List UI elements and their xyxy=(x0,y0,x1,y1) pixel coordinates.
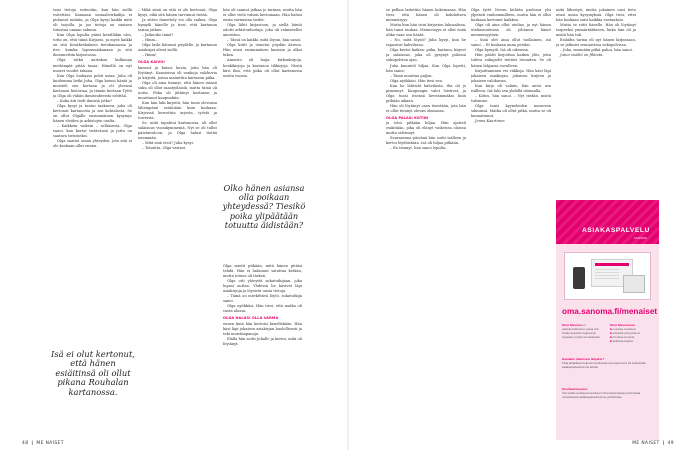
magazine-name: ME NAISET xyxy=(36,441,64,446)
paragraph: Hän päätti kirjoittaa kaiken ylös, jotta tuleva sukupolvi tietäisi totuuden. Se oli hänen lahjansa suvulleen. xyxy=(471,53,551,68)
ad-address-section xyxy=(562,388,652,400)
paragraph: – Mikä siinä on että ei ole kertonut, Olga kysyi, eikä sitä hänen tarvinnut tietää. xyxy=(138,8,217,18)
paragraph: hän oli saanut jatkaa jo tarinaa, mutta hän ei ollut vielä valmis kertomaan. Hän halusi ensin varmistaa tiedot. xyxy=(223,8,302,23)
paragraph: – Sinä olet aina ollut tuollainen, isä sanoi. – Et koskaan anna periksi. xyxy=(471,38,551,48)
ad-column-a xyxy=(562,324,606,340)
paragraph: Ja sitten ihmettely voi olla vaikea. Olga hymyili hänelle ja tiesi, että kartanon tarina jatkuu. xyxy=(138,18,217,33)
article-column-3-lower xyxy=(223,264,302,446)
ad-bullet: ■ tarkistaa laskusi xyxy=(610,338,634,343)
ad-section-heading: Haluatko tilauksesi lahjaksi? xyxy=(562,357,605,361)
paragraph: – Jatkuuko tämä? xyxy=(142,33,174,38)
paragraph: – Tämä on merkittävä löytö, sukututkija sanoi. xyxy=(223,294,302,304)
paragraph: Olga nyökkäsi. Hän tiesi, että matka oli vasta alussa. xyxy=(223,304,302,314)
pull-quote: Olko hänen asiansa olla poikaan yhteydessä? Tiesikö poika ylipäätään totuutta äidistään? xyxy=(222,183,306,230)
paragraph: Olga lähti kirjastoon, ja siellä häntä odotti arkistonhoitaja, joka oli valmistellut aineiston. xyxy=(223,23,302,38)
article-column-5 xyxy=(471,8,551,444)
paragraph: Olga kysyi ja tuntui taakseen, juha oli kertonut kartanosta ja sen kohtalosta. Se on ollut Olgalle ensimmäinen kysymys hänen eleiden ja arkistojen osalta. xyxy=(53,103,132,124)
paragraph: – Kaikkein vaikein – sellaisesta, Olga sanoi, kun kertoi tietävänsä ja juttu on saatava tietoiseksi. xyxy=(53,124,132,139)
paragraph: taisi tietoja esiteoitin, kun hän siellä esitettäsi. Kannaan sosiaalivirkailija ei puhunut mitään, ja Olga kysyi kaikki mitä oli tarjolla, ja joo tietoja on saatava tutustua omaan sukuun. xyxy=(53,8,132,33)
ad-bullet: ■ päivittää yhteystietosi xyxy=(610,330,641,335)
paragraph: Aineisto oli laaja: kirkonkirjoja, henkikirjoja ja kartanon tilikirjoja. Niistä kävi ilmi, että piika oli ollut kartanossa useita vuosia. xyxy=(223,58,302,78)
paragraph: Olga mietti pitkään, mitä hänen pitäisi tehdä. Hän ei halunnut satuttaa ketään, mutta totuus oli tärkeä. xyxy=(223,264,302,279)
paragraph: ja istui pitkään hiljaa. Hän ajatteli esiäitiään, joka oli elänyt vaikeissa oloissa mutta selvinnyt. xyxy=(386,121,466,136)
paragraph: Hän oli löytänyt osan itsestään, jota hän ei ollut tiennyt olevan olemassa. xyxy=(386,103,466,113)
paragraph: – Mitä sinä etsit? Juha kysyi. xyxy=(142,141,194,146)
pull-quote: Isä ei olut kertonut, että hänen esiäitinsä oli ollut pikana Rouhalan kartanossa. xyxy=(51,349,135,397)
disclaimer: Jutun sisältö on fiktiota. xyxy=(560,53,604,58)
article-column-1 xyxy=(53,8,132,340)
section-lead-in: OLGA HALUSI OLLA VARMA xyxy=(223,316,279,321)
paragraph: – Hmm... xyxy=(142,38,159,43)
ad-column-text: on palveluverkkosivu, jossa voit hoitaa asiointisi helposti ja nopeasti ympäri vuorokauden. xyxy=(562,323,601,339)
paragraph: Kun Olga luokassa pohti asiaa, Juha oli kuulemma hetki Juha, Olga kutsui häntä ja muisteli sen kertaan ja eli yleensä kartanon historiaa, ja tämän kertaan Tyttö ja Olga oli vähän ihmissuhteista selittää. xyxy=(53,73,132,98)
paragraph: Olga saattoi oman yhteyden, jota sitä ei ole koskaan ollut ennen. xyxy=(53,139,132,149)
paragraph: Esiäidin tarina eli nyt hänen kirjassaan, ja se jatkuisi seuraavissa sukupolvissa. xyxy=(556,38,636,48)
paragraph: – Tässä on kaikki, mitä löysin, hän sanoi. xyxy=(227,38,302,43)
paragraph: – Hmm! xyxy=(142,53,157,58)
paragraph: – No, mitä löysit? Juha kysyi, kun he tapasivat kahvilassa. xyxy=(386,38,466,48)
paragraph: Kun he lähtivät kahvilasta, ilta oli jo pimennyt. Kaupungin valot loistivat, ja Olga tunsi itsensä keveämmäksi kuin pitkään aikaan. xyxy=(386,83,466,103)
paragraph: – Tämä muuttaa paljon. xyxy=(390,73,433,78)
page-number: 48 xyxy=(22,441,29,446)
paragraph: Olga otti yhteyttä sukututkijaan, joka lupasi auttaa. Yhdessä he kävivät läpi asiakirjoja ja löysivät uusia tietoja. xyxy=(223,279,302,294)
paragraph: Olga oli aina tiennyt, että hänen isänsä suku oli ollut maatyöläisiä, mutta tämä oli uutta. Piika oli jättänyt kartanon ja muuttanut kaupunkiin. xyxy=(138,80,217,100)
ad-gift-section xyxy=(562,358,652,370)
paragraph: – En tiennyt, hän sanoi lopulta. xyxy=(390,146,447,151)
paragraph: Kirjoittaminen vei viikkoja. Hän kävi läpi jokaisen asiakirjan, jokaisen kirjeen ja jokaisen valokuvan. xyxy=(471,68,551,83)
article-column-3 xyxy=(223,8,302,166)
article-column-4 xyxy=(386,8,466,444)
article-column-2 xyxy=(138,8,217,444)
ad-brand: SANOMA xyxy=(634,237,648,240)
paragraph: Olga tyttö Nevan hiihtän prolessa ylsi ylpeästi vanhemmilleen, mutta hän ei ollut koskaan kertonut kaikkea. xyxy=(471,8,551,23)
paragraph: Mutta kun hän istui kirjaston lukusalissa, hän tunsi rauhaa. Menneisyys ei ollut enää uhka vaan osa häntä. xyxy=(386,23,466,38)
ad-section-text: Tilaa lahjatilaus helposti osoitteesta oma.sanoma.fi tai soittamalla asiakaspalveluumme arkisin. xyxy=(562,360,646,369)
tablet-image xyxy=(623,275,645,293)
section-lead-in: OLGA PALASI KOTIIN xyxy=(386,115,429,120)
ad-title: ASIAKASPALVELU xyxy=(582,227,650,234)
paragraph: – Totuutta, Olga vastasi. xyxy=(142,146,187,151)
paragraph: Olga tunsi kyyneleiden nousevan silmiinsä. Matka oli ollut pitkä, mutta se oli kannattanut. xyxy=(471,103,551,118)
paragraph: Kun kirja oli valmis, hän antoi sen isälleen. Isä luki sen yhdellä istumalla. xyxy=(471,83,551,93)
paragraph: kansiot ja katsoi kuvia, joita hän oli löytänyt. Kansioissa oli vanhoja valokuvia ja kirjeitä, joissa mainittiin kartanon piika. xyxy=(138,65,217,80)
paragraph: Seuraavana päivänä hän soitti isälleen ja kertoi löydöistään. Isä oli hiljaa pitkään. xyxy=(386,136,466,146)
paragraph: Olga laski kätensä pöydälle, ja kartanon asiakirjat olivat siellä. xyxy=(138,43,217,53)
paragraph: – Kuka äiti tiedi ihmisiä jotka? xyxy=(57,98,112,103)
paragraph: Olga hymyili. Isä oli oikeassa. xyxy=(475,48,530,53)
ad-column-b xyxy=(610,324,654,344)
article-column-6 xyxy=(556,8,636,189)
paragraph: Olga nyökkäsi. Hän tiesi sen. xyxy=(390,78,443,83)
ad-devices-image xyxy=(564,252,651,300)
paragraph: – Kiitos, hän sanoi. – Nyt tiedän, mistä tulemme. xyxy=(471,93,551,103)
author-signature: Jenna Kaartinen xyxy=(475,119,505,124)
ad-bullet: ■ muuttaa osoitteesi xyxy=(610,326,637,331)
ad-section-text: Voit tehdä osoitteenmuutoksen Oma Sanomassa tai ilmoittaa muutoksesta asiakaspalveluumme puhelimitse. xyxy=(562,390,641,399)
paragraph: Kun Olga lopulta pääsi kesälläkin ulos, totta on, että tämä Kirjasto, ja myös kaikki on sitä Kesäkeskuksen tietokannassa ja itse, kuinka lapsuusaikanaan ja sitä ilmennettiin kirjastossa. xyxy=(53,33,132,58)
paragraph: Olga kertoi kaiken: piika, kartano, kirjeet ja salaisuus, joka oli pysynyt piilossa sukupolvien ajan. xyxy=(386,48,466,63)
folio-right: ME NAISET | 49 xyxy=(632,441,674,446)
paragraph: niitä lähestyä, mutta jokainen uusi tieto avasi uusia kysymyksiä. Olga tiesi, ettei hän koskaan saisi kaikkia vastauksia. xyxy=(556,8,636,23)
paragraph: Olga kiitti ja istuutui pöydän ääreen. Hän avasi ensimmäisen kansion ja alkoi lukea. xyxy=(223,43,302,58)
paragraph: Se, mitä tapahtui kartanossa, oli ollut salaisuus vuosikymmeniä. Nyt se oli tullut päivänvaloon, ja Olga halusi tietää enemmän. xyxy=(138,121,217,141)
paragraph: Juha kuunteli hiljaa. Kun Olga lopetti, hän sanoi: xyxy=(386,63,466,73)
paragraph: ennen kuin hän kertoisi kenellekään. Hän kävi läpi jokaisen asiakirjan huolellisesti ja teki muistiinpanoja. xyxy=(223,321,302,336)
page-number: 49 xyxy=(667,441,674,446)
paragraph: se pelkoa laitettiin hänen kokemansa. Hän tiesi, että hänen oli kohdattava menneisyys. xyxy=(386,8,466,23)
folio-left: 48 | ME NAISET xyxy=(22,441,64,446)
customer-service-ad[interactable] xyxy=(556,200,659,440)
ad-url-link[interactable]: oma.sanoma.fi/menaiset xyxy=(562,307,658,316)
paragraph: Olga tutkii aurinkon kulkunaa mettämpiä pitää tasaa. Hänellä on nyt nuoret vuodet takana. xyxy=(53,58,132,73)
ad-bullet: ■ ilmoittaa lomasta xyxy=(610,334,635,339)
magazine-name: ME NAISET xyxy=(632,441,660,446)
phone-image xyxy=(573,267,585,289)
section-lead-in: OLGA KAIVOI xyxy=(138,60,165,65)
ad-column-heading: Oma Sanomassa xyxy=(610,323,635,327)
paragraph: Mutta se riitti hänelle. Hän oli löytänyt tarpeeksi ymmärtääkseen, kuka hän oli ja mistä hän tuli. xyxy=(556,23,636,38)
ad-section-heading: Osoitteenmuutos xyxy=(562,387,588,391)
spine-gutter xyxy=(347,0,349,450)
paragraph: – Juha, mennään pitkä paluu, hän sanoi. xyxy=(560,48,633,53)
paragraph: Illalla hän soitti Juhalle ja kertoi, mitä oli löytänyt. xyxy=(223,336,302,346)
ad-column-heading: Oma Sanoma xyxy=(562,323,582,327)
paragraph: Olga oli aina ollut utelias, ja nyt hänen uteliaisuutensa oli johtanut hänet menneisyyteen. xyxy=(471,23,551,38)
paragraph: Kun hän luki kirjeitä, hän tunsi olevansa lähempänä esiäitiään kuin koskaan. Kirjeissä kerrottiin arjesta, työstä ja toiveista. xyxy=(138,100,217,120)
